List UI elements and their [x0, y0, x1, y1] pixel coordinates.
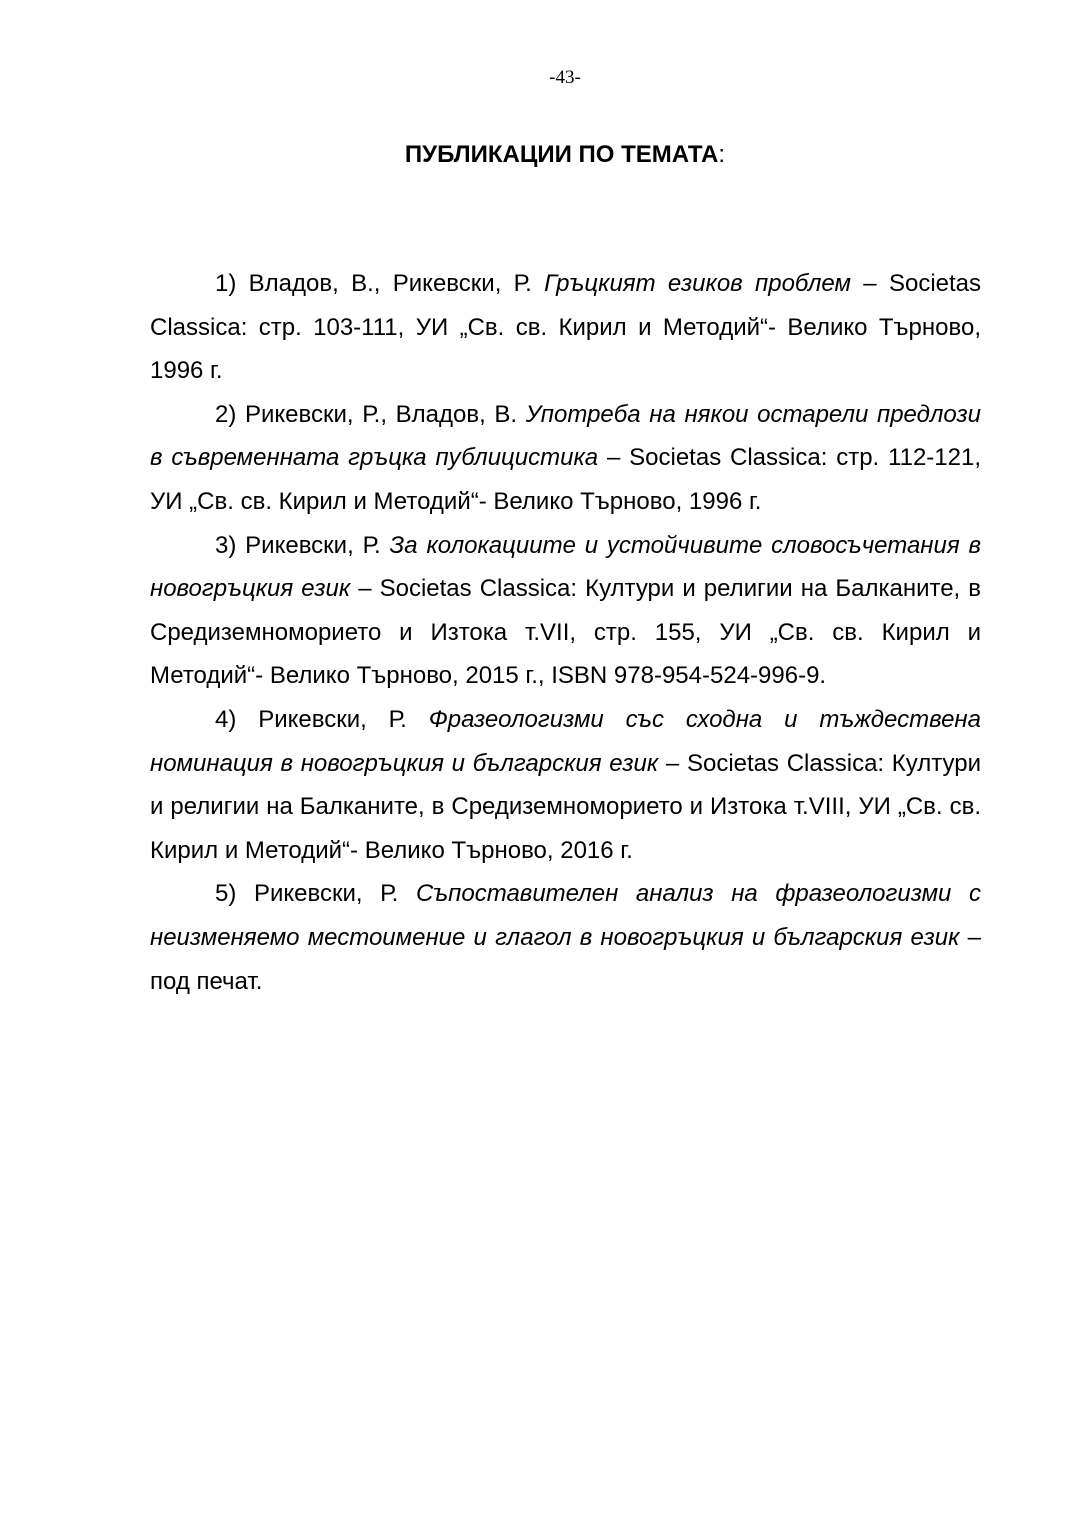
publication-authors: Рикевски, Р., Владов, В. — [244, 400, 518, 428]
publication-item-4 — [150, 698, 981, 872]
publication-list — [150, 262, 981, 1003]
publication-item-3 — [150, 524, 981, 698]
publication-details: – Societas Classica: стр. 112-121, УИ „Св. св. Кирил и Методий“- Велико Търново, 1996 г. — [150, 444, 981, 515]
publication-title: Употреба на някои остарели предлози в съвременната гръцка публицистика — [150, 400, 981, 472]
publication-item-2 — [150, 393, 981, 524]
publication-number: 1) — [215, 270, 237, 297]
publication-title: За колокациите и устойчивите словосъчетания в новогръцкия език — [150, 531, 982, 603]
publication-authors: Владов, В., Рикевски, Р. — [248, 270, 532, 297]
page-title — [0, 140, 1080, 170]
page-number: -43- — [549, 67, 581, 88]
publication-title: Съпоставителен анализ на фразеологизми с неизменяемо местоимение и глагол в новогръцкия и българския език — [150, 880, 982, 951]
publication-details: – под печат. — [150, 923, 982, 995]
publication-details: – Societas Classica: Култури и религии на Балканите, в Средиземноморието и Изтока т.VIII, УИ „Св. св. Кирил и Методий“- Велико Търново, 2016 г. — [150, 749, 981, 864]
publication-authors: Рикевски, Р. — [253, 880, 399, 908]
publication-number: 4) — [215, 705, 237, 733]
publication-number: 3) — [215, 531, 237, 559]
publication-item-5 — [150, 872, 981, 1003]
publication-title: Фразеологизми със сходна и тъждествена номинация в новогръцкия и българския език — [150, 705, 981, 777]
publication-number: 2) — [215, 400, 237, 428]
publication-item-1 — [150, 262, 981, 393]
publication-title: Гръцкият езиков проблем — [544, 270, 851, 297]
page-title-colon: : — [718, 141, 726, 168]
publication-number: 5) — [215, 880, 237, 908]
publication-details: – Societas Classica: Култури и религии на Балканите, в Средиземноморието и Изтока т.VII, стр. 155, УИ „Св. св. Кирил и Методий“- Велико Търново, 2015 г., ISBN 978-954-524-996-9. — [150, 575, 982, 690]
publication-authors: Рикевски, Р. — [245, 531, 381, 559]
page-title-text: ПУБЛИКАЦИИ ПО ТЕМАТА — [404, 141, 719, 168]
publication-authors: Рикевски, Р. — [258, 705, 407, 733]
publication-details: – Societas Classica: стр. 103-111, УИ „Св. св. Кирил и Методий“- Велико Търново, 1996 г. — [150, 270, 982, 385]
